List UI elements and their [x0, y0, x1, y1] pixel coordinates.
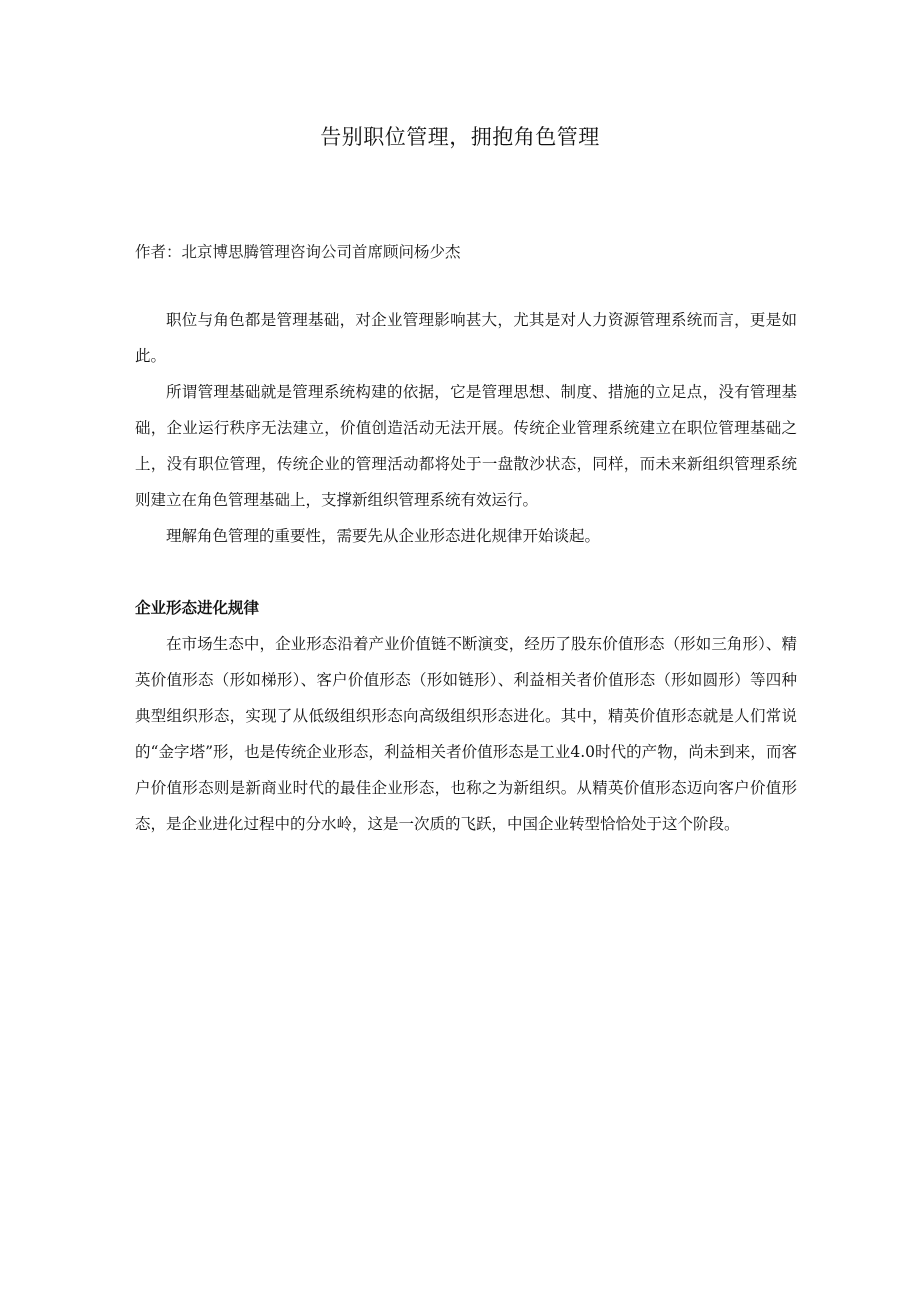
section-body	[135, 626, 797, 842]
intro-section	[135, 302, 797, 554]
paragraph: 在市场生态中，企业形态沿着产业价值链不断演变，经历了股东价值形态（形如三角形）、精英价值形态（形如梯形）、客户价值形态（形如链形）、利益相关者价值形态（形如圆形）等四种典型组织形态，实现了从低级组织形态向高级组织形态进化。其中，精英价值形态就是人们常说的“金字塔”形，也是传统企业形态，利益相关者价值形态是工业4.0时代的产物，尚未到来，而客户价值形态则是新商业时代的最佳企业形态，也称之为新组织。从精英价值形态迈向客户价值形态，是企业进化过程中的分水岭，这是一次质的飞跃，中国企业转型恰恰处于这个阶段。	[135, 635, 797, 833]
paragraph: 所谓管理基础就是管理系统构建的依据，它是管理思想、制度、措施的立足点，没有管理基础，企业运行秩序无法建立，价值创造活动无法开展。传统企业管理系统建立在职位管理基础之上，没有职位管理，传统企业的管理活动都将处于一盘散沙状态，同样，而未来新组织管理系统则建立在角色管理基础上，支撑新组织管理系统有效运行。	[135, 383, 797, 509]
document-title: 告别职位管理，拥抱角色管理	[320, 125, 600, 149]
paragraph: 职位与角色都是管理基础，对企业管理影响甚大，尤其是对人力资源管理系统而言，更是如此。	[135, 311, 797, 365]
paragraph: 理解角色管理的重要性，需要先从企业形态进化规律开始谈起。	[166, 527, 601, 545]
author-line: 作者：北京博思腾管理咨询公司首席顾问杨少杰	[135, 243, 461, 261]
section-heading: 企业形态进化规律	[135, 599, 260, 617]
